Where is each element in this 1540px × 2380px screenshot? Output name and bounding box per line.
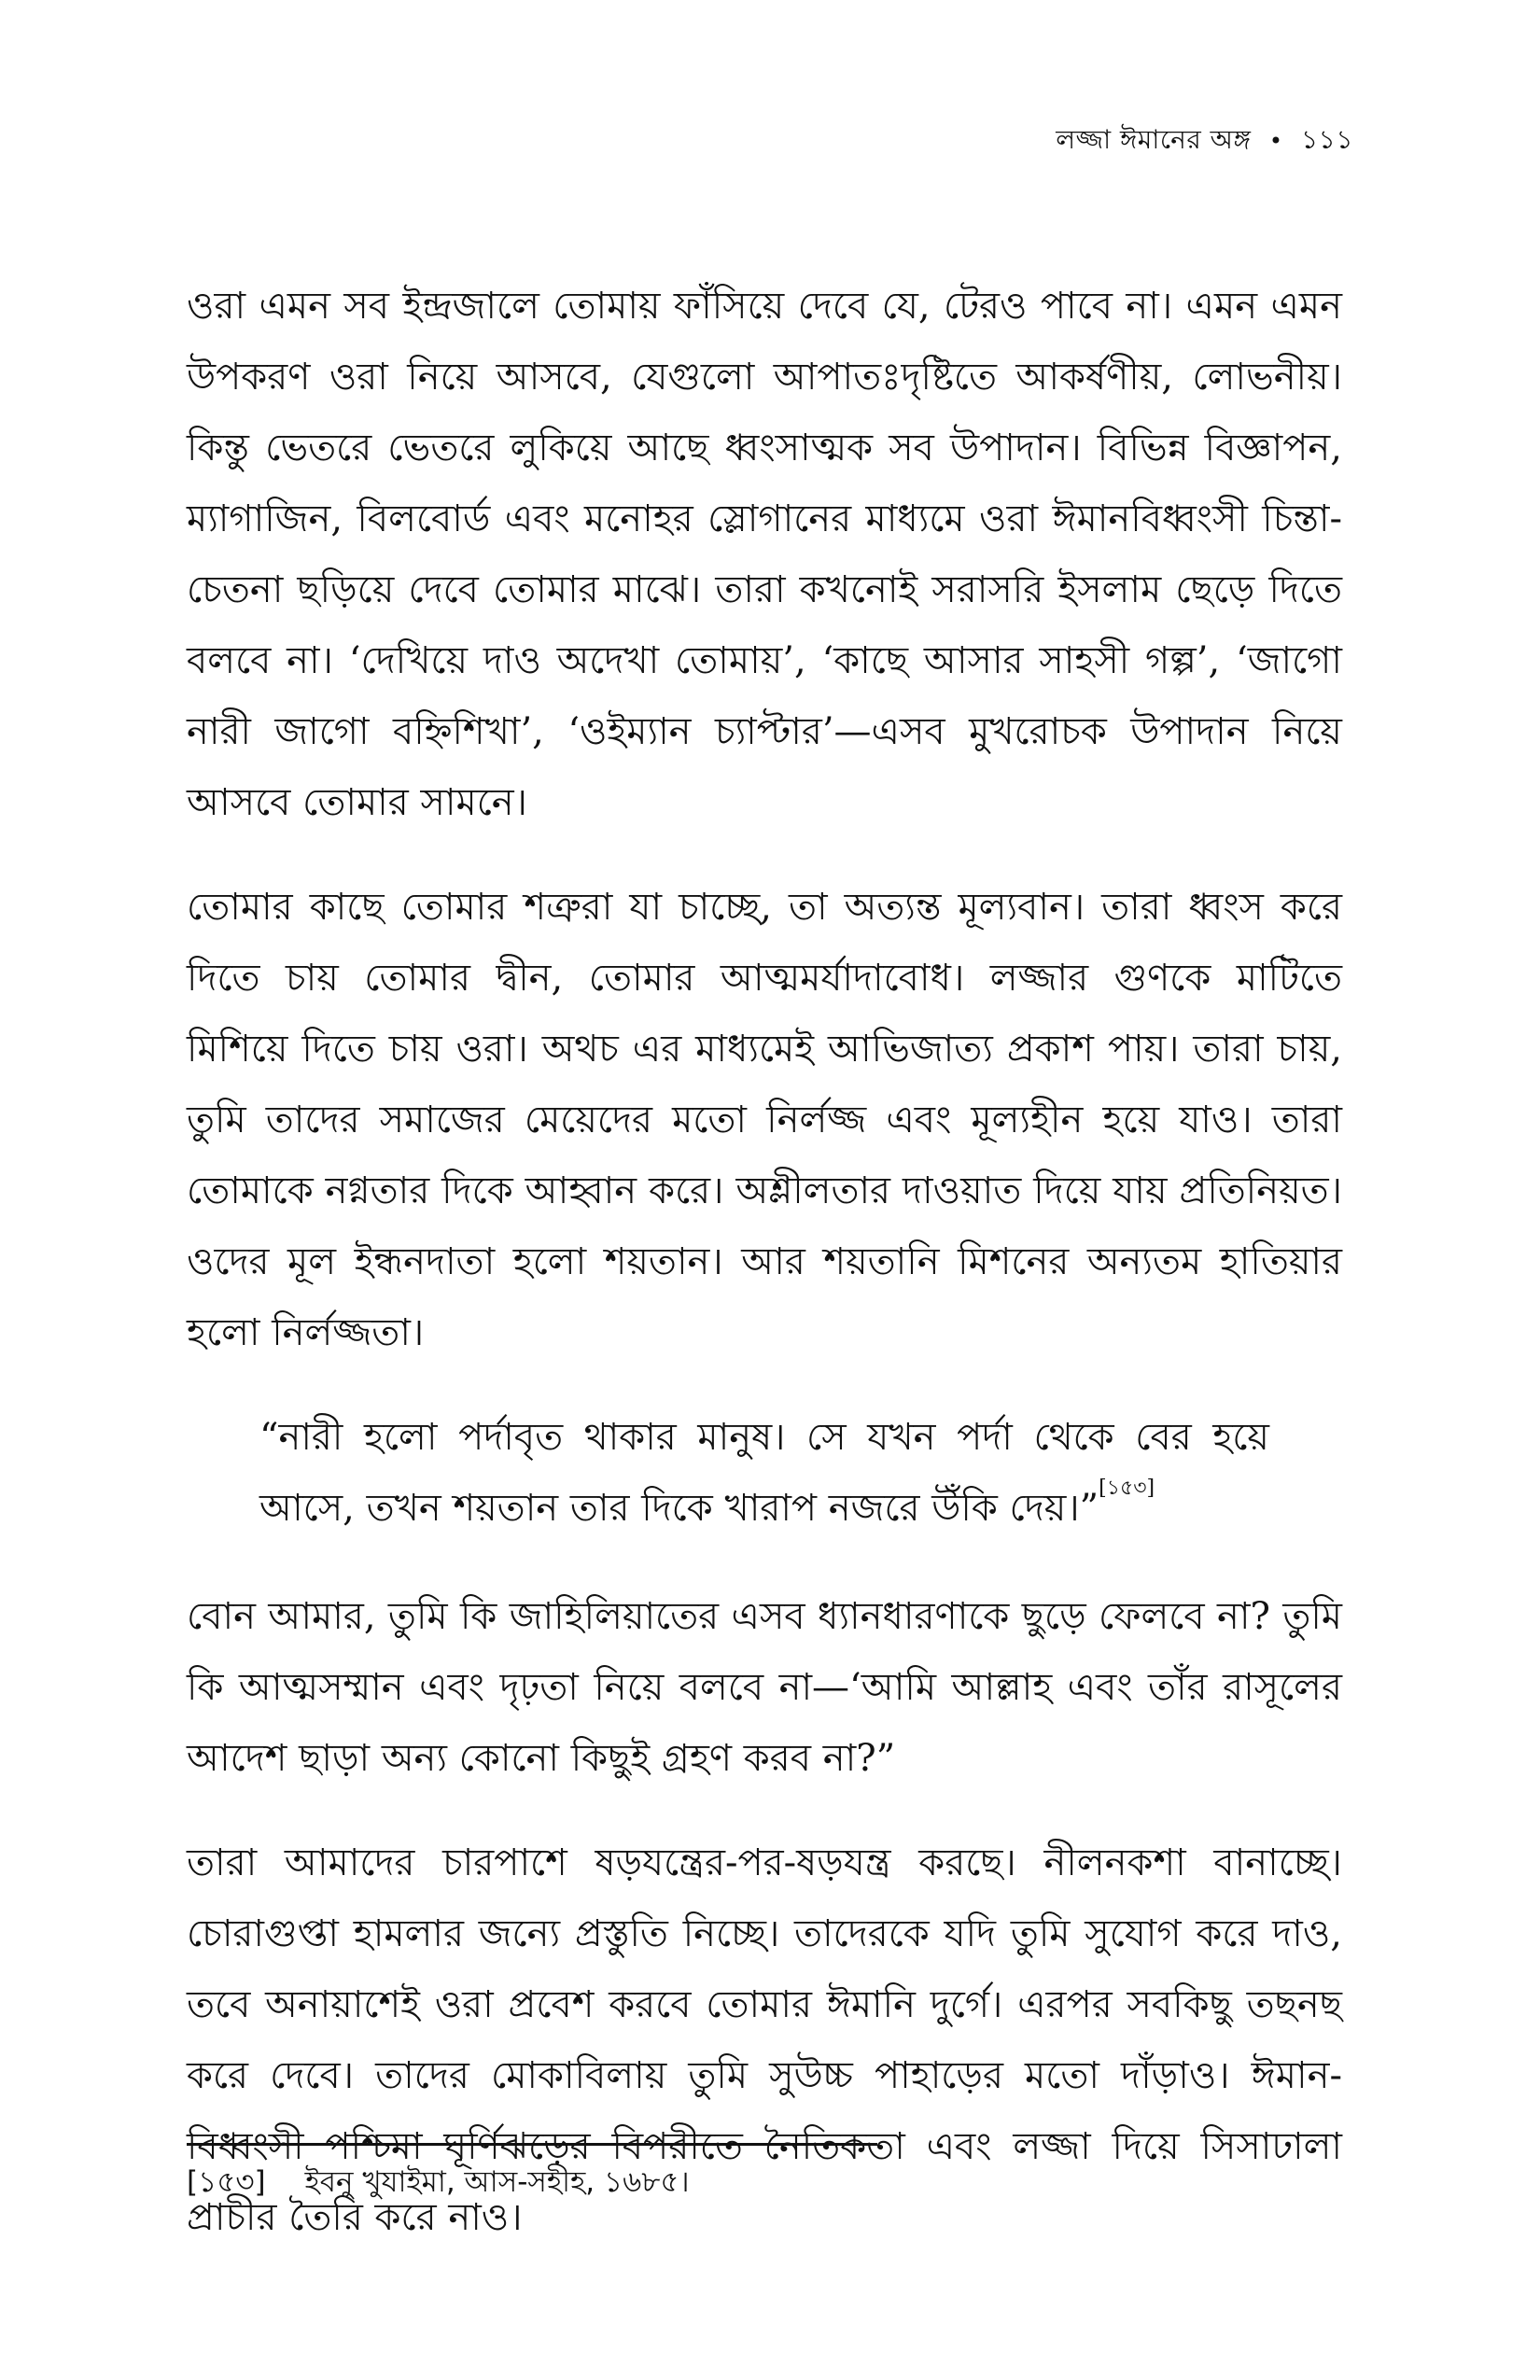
paragraph-1: ওরা এমন সব ইন্দ্রজালে তোমায় ফাঁসিয়ে দেবে যে, টেরও পাবে না। এমন এমন উপকরণ ওরা নিয়ে আসবে, যেগুলো আপাতঃদৃষ্টিতে আকর্ষণীয়, লোভনীয়। কিন্তু ভেতরে ভেতরে লুকিয়ে আছে ধ্বংসাত্মক সব উপাদান। বিভিন্ন বিজ্ঞাপন, ম্যাগাজিন, বিলবোর্ড এবং মনোহর স্লোগানের মাধ্যমে ওরা ঈমানবিধ্বংসী চিন্তা-চেতনা ছড়িয়ে দেবে তোমার মাঝে। তারা কখনোই সরাসরি ইসলাম ছেড়ে দিতে বলবে না। ‘দেখিয়ে দাও অদেখা তোমায়’, ‘কাছে আসার সাহসী গল্প’, ‘জাগো নারী জাগো বহ্নিশিখা’, ‘ওইম্যান চ্যাপ্টার’—এসব মুখরোচক উপাদান নিয়ে আসবে তোমার সামনে। bbox=[187, 285, 1342, 824]
header-separator: • bbox=[1268, 128, 1283, 154]
footnote bbox=[187, 2163, 690, 2201]
page-number: ১১১ bbox=[1300, 124, 1353, 155]
footnote-reference: [১৫৩] bbox=[1099, 1477, 1155, 1500]
footnote-divider bbox=[187, 2143, 877, 2146]
running-title: লজ্জা ঈমানের অঙ্গ bbox=[1056, 124, 1252, 155]
paragraph-2: তোমার কাছে তোমার শত্রুরা যা চাচ্ছে, তা অত্যন্ত মূল্যবান। তারা ধ্বংস করে দিতে চায় তোমার দ্বীন, তোমার আত্মমর্যাদাবোধ। লজ্জার গুণকে মাটিতে মিশিয়ে দিতে চায় ওরা। অথচ এর মাধ্যমেই আভিজাত্য প্রকাশ পায়। তারা চায়, তুমি তাদের সমাজের মেয়েদের মতো নির্লজ্জ এবং মূল্যহীন হয়ে যাও। তারা তোমাকে নগ্নতার দিকে আহ্বান করে। অশ্লীলতার দাওয়াত দিয়ে যায় প্রতিনিয়ত। ওদের মূল ইন্ধনদাতা হলো শয়তান। আর শয়তানি মিশনের অন্যতম হাতিয়ার হলো নির্লজ্জতা। bbox=[187, 886, 1342, 1354]
footnote-marker: [১৫৩] bbox=[187, 2165, 266, 2199]
running-header bbox=[1056, 119, 1353, 163]
hadith-quote bbox=[259, 1402, 1269, 1544]
footnote-text: ইবনু খুযাইমা, আস-সহীহ, ১৬৮৫। bbox=[304, 2165, 690, 2199]
main-text bbox=[187, 271, 1342, 2287]
quote-text: “নারী হলো পর্দাবৃত থাকার মানুষ। সে যখন পর্দা থেকে বের হয়ে আসে, তখন শয়তান তার দিকে খারাপ নজরে উঁকি দেয়।” bbox=[259, 1416, 1269, 1530]
paragraph-4: তারা আমাদের চারপাশে ষড়যন্ত্রের-পর-ষড়যন্ত্র করছে। নীলনকশা বানাচ্ছে। চোরাগুপ্তা হামলার জন্যে প্রস্তুতি নিচ্ছে। তাদেরকে যদি তুমি সুযোগ করে দাও, তবে অনায়াশেই ওরা প্রবেশ করবে তোমার ঈমানি দুর্গে। এরপর সবকিছু তছনছ করে দেবে। তাদের মোকাবিলায় তুমি সুউচ্চ পাহাড়ের মতো দাঁড়াও। ঈমান-বিধ্বংসী পশ্চিমা ঘূর্ণিঝড়ের বিপরীতে নৈতিকতা এবং লজ্জা দিয়ে সিসাঢালা প্রাচীর তৈরি করে নাও। bbox=[187, 1841, 1342, 2239]
paragraph-3: বোন আমার, তুমি কি জাহিলিয়াতের এসব ধ্যানধারণাকে ছুড়ে ফেলবে না? তুমি কি আত্মসম্মান এবং দৃঢ়তা নিয়ে বলবে না—‘আমি আল্লাহ এবং তাঁর রাসূলের আদেশ ছাড়া অন্য কোনো কিছুই গ্রহণ করব না?” bbox=[187, 1595, 1342, 1780]
